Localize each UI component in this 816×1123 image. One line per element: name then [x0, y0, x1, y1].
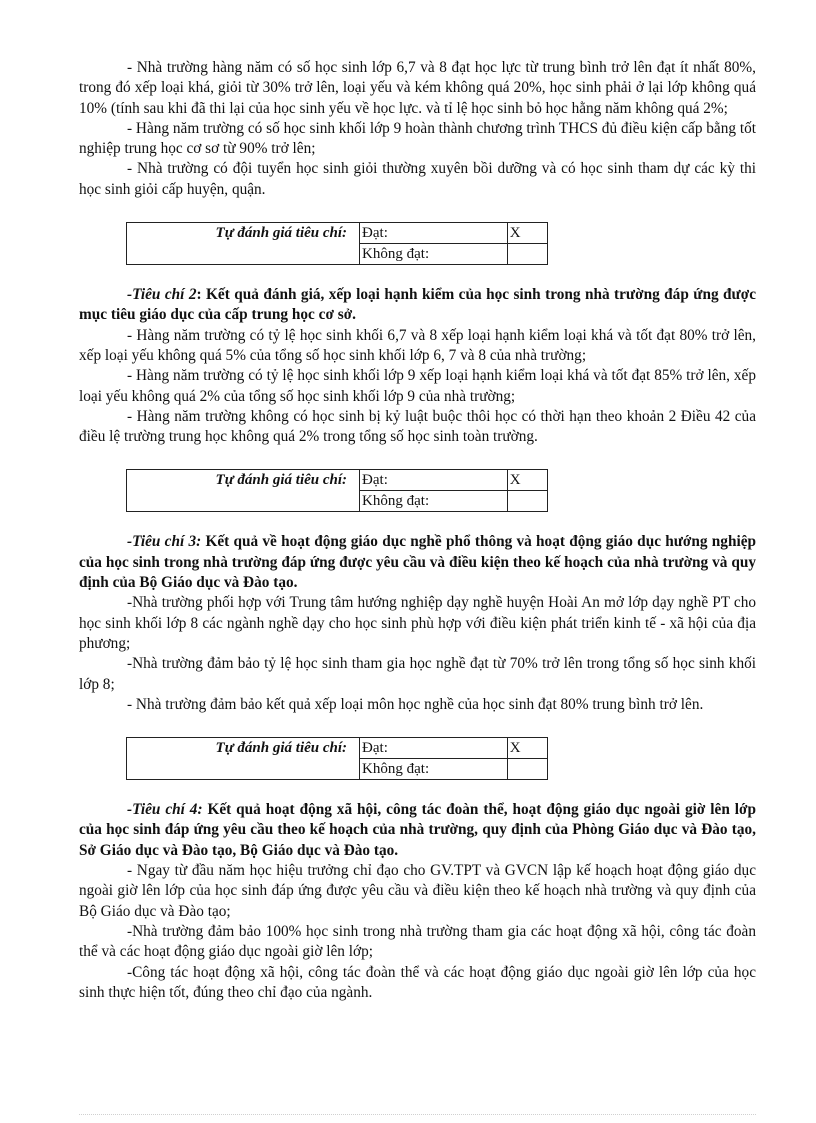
self-evaluation-table-3 [126, 737, 548, 780]
page-bottom-divider [79, 1114, 756, 1115]
fail-mark [507, 244, 547, 265]
self-evaluation-label: Tự đánh giá tiêu chí: [127, 470, 360, 512]
pass-option: Đạt: [360, 738, 508, 759]
criterion4-paragraph-1: - Ngay từ đầu năm học hiệu trưởng chỉ đạo cho GV.TPT và GVCN lập kế hoạch hoạt động giáo dục ngoài giờ lên lớp của học sinh đáp ứng được yêu cầu và điều kiện theo kế hoạch nhà trường và quy định của Bộ Giáo dục và Đào tạo; [79, 862, 756, 920]
criterion3-heading [79, 532, 756, 593]
fail-option: Không đạt: [360, 759, 508, 780]
self-evaluation-table-2 [126, 469, 548, 512]
fail-mark [507, 759, 547, 780]
criterion4-heading [79, 800, 756, 861]
criterion3-paragraph-1: -Nhà trường phối hợp với Trung tâm hướng nghiệp dạy nghề huyện Hoài An mở lớp dạy nghề PT cho học sinh khối lớp 8 các ngành nghề dạy cho học sinh phù hợp với điều kiện phát triển kinh tế - xã hội của địa phương; [79, 594, 756, 652]
fail-mark [507, 491, 547, 512]
criterion4-paragraph-3: -Công tác hoạt động xã hội, công tác đoàn thể và các hoạt động giáo dục ngoài giờ lên lớp của học sinh thực hiện tốt, đúng theo chỉ đạo của ngành. [79, 963, 756, 1001]
criterion3-paragraph-2: -Nhà trường đảm bảo tỷ lệ học sinh tham gia học nghề đạt từ 70% trở lên trong tổng số học sinh khối lớp 8; [79, 655, 756, 693]
criterion3-paragraph-3: - Nhà trường đảm bảo kết quả xếp loại môn học nghề của học sinh đạt 80% trung bình trở lên. [127, 695, 704, 713]
criterion2-paragraph-3: - Hàng năm trường không có học sinh bị kỷ luật buộc thôi học có thời hạn theo khoản 2 Điều 42 của điều lệ trường trung học không quá 2% trong tổng số học sinh toàn trường. [79, 407, 756, 446]
criterion4-title: -Tiêu chí 4: [127, 801, 203, 819]
self-evaluation-label: Tự đánh giá tiêu chí: [127, 738, 360, 780]
criterion2-paragraph-1: - Hàng năm trường có tỷ lệ học sinh khối 6,7 và 8 xếp loại hạnh kiểm loại khá và tốt đạt 80% trở lên, xếp loại yếu không quá 5% của tổng số học sinh khối lớp 6, 7 và 8 của nhà trường; [79, 326, 756, 364]
criterion2-heading-text: : Kết quả đánh giá, xếp loại hạnh kiểm của học sinh trong nhà trường đáp ứng được mục tiêu giáo dục của cấp trung học cơ sở. [79, 286, 756, 324]
pass-mark: X [507, 470, 547, 491]
criterion3-heading-text: Kết quả về hoạt động giáo dục nghề phổ thông và hoạt động giáo dục hướng nghiệp của học sinh trong nhà trường đáp ứng được yêu cầu và điều kiện theo kế hoạch của nhà trường và quy định của Bộ Giáo dục và Đào tạo. [79, 533, 757, 592]
criterion2-title: -Tiêu chí 2 [127, 286, 197, 304]
criterion1-paragraph-1: - Nhà trường hàng năm có số học sinh lớp 6,7 và 8 đạt học lực từ trung bình trở lên đạt ít nhất 80%, trong đó xếp loại khá, giỏi từ 30% trở lên, loại yếu và kém không quá 20%, học sinh phải ở lại lớp không quá 10% (tính sau khi đã thi lại của học sinh yếu về học lực. và tỉ lệ học sinh bỏ học hằng năm không quá 2%; [79, 59, 756, 117]
self-evaluation-label: Tự đánh giá tiêu chí: [127, 223, 360, 265]
criterion4-heading-text: Kết quả hoạt động xã hội, công tác đoàn thể, hoạt động giáo dục ngoài giờ lên lớp của học sinh đáp ứng yêu cầu theo kế hoạch của nhà trường, quy định của Phòng Giáo dục và Đào tạo, Sở Giáo dục và Đào tạo, Bộ Giáo dục và Đào tạo. [79, 801, 756, 859]
criterion1-paragraph-2: - Hàng năm trường có số học sinh khối lớp 9 hoàn thành chương trình THCS đủ điều kiện cấp bằng tốt nghiệp trung học cơ sơ từ 90% trở lên; [79, 119, 756, 158]
fail-option: Không đạt: [360, 491, 508, 512]
pass-mark: X [507, 738, 547, 759]
criterion3-title: -Tiêu chí 3: [127, 533, 202, 551]
pass-option: Đạt: [360, 223, 508, 244]
fail-option: Không đạt: [360, 244, 508, 265]
document-page [79, 58, 756, 1003]
pass-option: Đạt: [360, 470, 508, 491]
criterion4-paragraph-2: -Nhà trường đảm bảo 100% học sinh trong nhà trường tham gia các hoạt động xã hội, công tác đoàn thể và các hoạt động giáo dục ngoài giờ lên lớp; [79, 922, 756, 961]
criterion2-heading [79, 285, 756, 326]
criterion1-paragraph-3: - Nhà trường có đội tuyển học sinh giỏi thường xuyên bồi dưỡng và có học sinh tham dự các kỳ thi học sinh giỏi cấp huyện, quận. [79, 160, 756, 198]
pass-mark: X [507, 223, 547, 244]
criterion2-paragraph-2: - Hàng năm trường có tỷ lệ học sinh khối lớp 9 xếp loại hạnh kiểm loại khá và tốt đạt 85% trở lên, xếp loại yếu không quá 2% của tổng số học sinh khối lớp 9 của nhà trường; [79, 367, 756, 405]
self-evaluation-table-1 [126, 222, 548, 265]
